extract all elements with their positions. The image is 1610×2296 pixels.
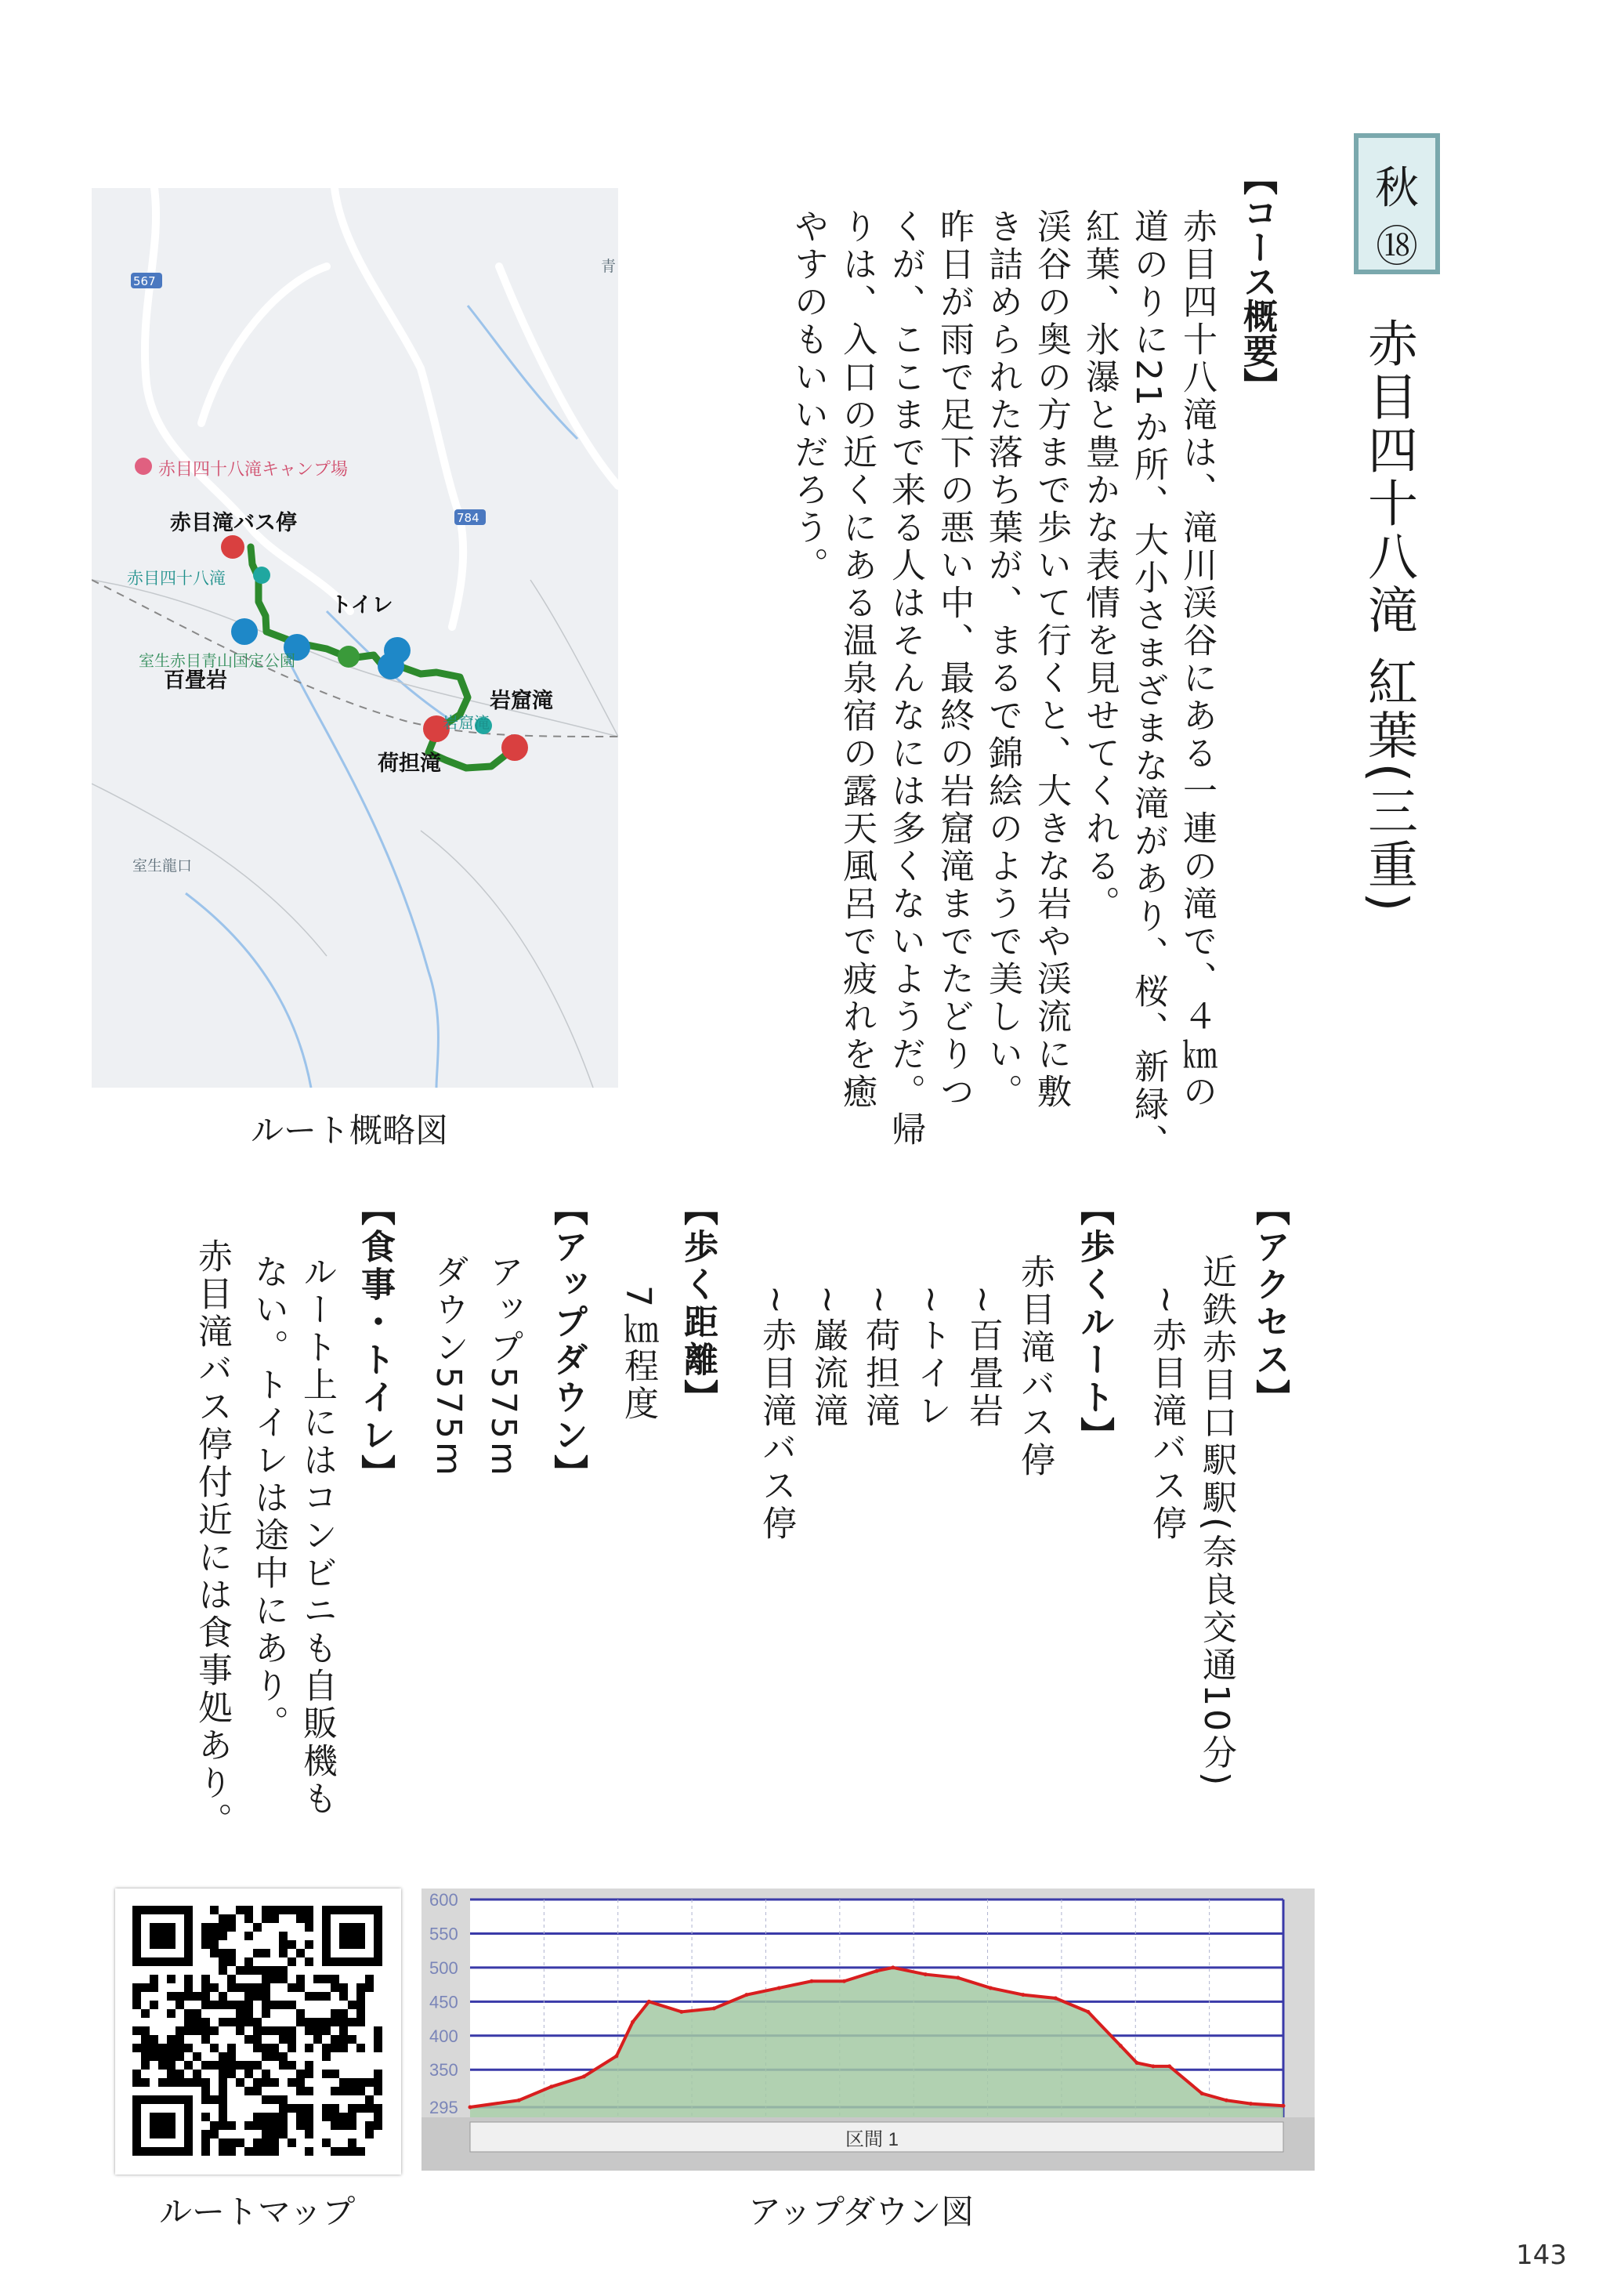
profile-point [712,2007,716,2011]
food-line: ルート上にはコンビニも自販機も [297,1254,337,1818]
house-icon [231,618,258,645]
house-icon [501,734,528,761]
map-label-camp: 赤目四十八滝キャンプ場 [158,460,349,480]
qr-code-graphic [115,1889,401,2175]
route-heading: 【歩くルート】 [1074,1191,1114,1454]
profile-point [842,1979,846,1983]
profile-point [809,1979,813,1983]
overview-line: 紅葉、氷瀑と豊かな表情を見せてくれる。 [1080,208,1120,923]
profile-point [924,1972,928,1976]
route-line: ~赤目滝バス停 [756,1285,796,1543]
camp-pin-icon [135,458,152,475]
map-label-nitan: 荷担滝 [378,751,441,776]
food-line: 赤目滝バス停付近には食事処あり。 [192,1238,232,1840]
waterfall-icon [253,567,270,584]
road-number-567: 567 [133,274,156,288]
map-graphic [92,188,618,1088]
season-badge [1354,133,1440,274]
overview-heading: 【コース概要】 [1237,161,1277,402]
route-line: ~トイレ [911,1285,951,1430]
qr-caption: ルートマップ [159,2193,356,2231]
profile-point [1151,2064,1155,2068]
toilet-icon [338,646,360,668]
overview-line: くが、ここまで来る人はそんなには多くないようだ。帰 [885,208,925,1149]
y-tick-label: 600 [429,1890,458,1910]
route-line: ~荷担滝 [859,1285,899,1430]
food-line: ない。トイレは途中にあり。 [248,1254,288,1743]
profile-point [1021,1993,1025,1997]
route-line: 赤目滝バス停 [1015,1254,1055,1479]
updown-up: アップ575m [483,1254,523,1479]
overview-line: 道のりに21か所、大小さまざまな滝があり、桜、新緑、 [1128,208,1168,1161]
y-tick-label: 400 [429,2026,458,2046]
profile-point [631,2020,635,2024]
bus-stop-icon [221,535,244,559]
profile-point [614,2054,618,2058]
profile-point [1054,1996,1058,2000]
y-tick-label: 500 [429,1957,458,1978]
map-label-ao: 青 [601,258,617,275]
y-tick-label: 450 [429,1992,458,2012]
map-label-hyakujo: 百畳岩 [164,668,227,693]
updown-heading: 【アップダウン】 [548,1191,588,1492]
road-number-784: 784 [457,511,479,525]
profile-point [679,2010,683,2014]
profile-point [1249,2102,1253,2106]
profile-point [777,1986,781,1990]
overview-line: 赤目四十八滝は、滝川渓谷にある一連の滝で、４㎞の [1177,208,1217,1111]
course-number: ⑱ [1376,222,1418,271]
profile-point [1200,2091,1204,2095]
route-line: ~百畳岩 [963,1285,1003,1430]
overview-line: 渓谷の奥の方まで歩いて行くと、大きな岩や渓流に敷 [1031,208,1071,1111]
profile-point [1135,2061,1139,2065]
profile-point [875,1969,879,1973]
profile-point [549,2084,553,2088]
profile-point [647,2000,651,2004]
profile-point [1282,2104,1286,2108]
profile-point [1167,2064,1171,2068]
elevation-caption: アップダウン図 [748,2193,975,2231]
profile-point [744,1993,748,1997]
profile-point [891,1965,895,1969]
elevation-svg [421,1889,1315,2171]
route-line: ~巌流滝 [808,1285,848,1430]
y-tick-label: 550 [429,1924,458,1944]
elevation-chart [421,1889,1315,2171]
y-tick-label: 295 [429,2097,458,2117]
overview-line: りは、入口の近くにある温泉宿の露天風呂で疲れを癒 [837,208,877,1111]
map-label-ganku-small: 岩窟滝 [443,713,490,732]
profile-point [469,2105,472,2109]
distance-value: 7㎞程度 [618,1285,658,1423]
map-label-park: 室生赤目青山国定公園 [139,651,295,670]
updown-down: ダウン575m [429,1254,469,1479]
profile-point [956,1976,960,1979]
map-label-ganku: 岩窟滝 [490,689,553,713]
map-caption: ルート概略図 [251,1111,449,1150]
qr-code[interactable] [115,1889,401,2175]
overview-line: き詰められた落ち葉が、まるで錦絵のようで美しい。 [982,208,1022,1111]
overview-line: 昨日が雨で足下の悪い中、最終の岩窟滝までたどりつ [934,208,974,1111]
profile-point [517,2099,521,2102]
profile-point [582,2074,586,2078]
access-line: ~赤目滝バス停 [1146,1285,1186,1543]
food-heading: 【食事・トイレ】 [355,1191,395,1492]
overview-line: やすのもいいだろう。 [788,208,828,585]
profile-point [1086,2010,1090,2014]
profile-point [989,1986,993,1990]
profile-point [1119,2044,1123,2048]
profile-point [1225,2099,1228,2102]
house-icon [378,653,404,679]
access-heading: 【アクセス】 [1250,1191,1290,1417]
season-label: 秋 [1375,163,1419,214]
y-tick-label: 350 [429,2060,458,2081]
map-label-toilet: トイレ [331,593,393,617]
distance-heading: 【歩く距離】 [678,1191,718,1417]
access-line: 近鉄赤目口駅駅(奈良交通10分) [1196,1254,1236,1789]
x-axis-label: 区間 1 [845,2129,899,2150]
route-map-image [92,188,618,1088]
page-title: 赤目四十八滝 紅葉(三重) [1359,317,1417,915]
page-number: 143 [1516,2240,1567,2271]
map-label-bus-stop: 赤目滝バス停 [170,511,297,535]
map-label-murou: 室生龍口 [132,857,193,875]
map-label-akame48: 赤目四十八滝 [127,569,226,588]
